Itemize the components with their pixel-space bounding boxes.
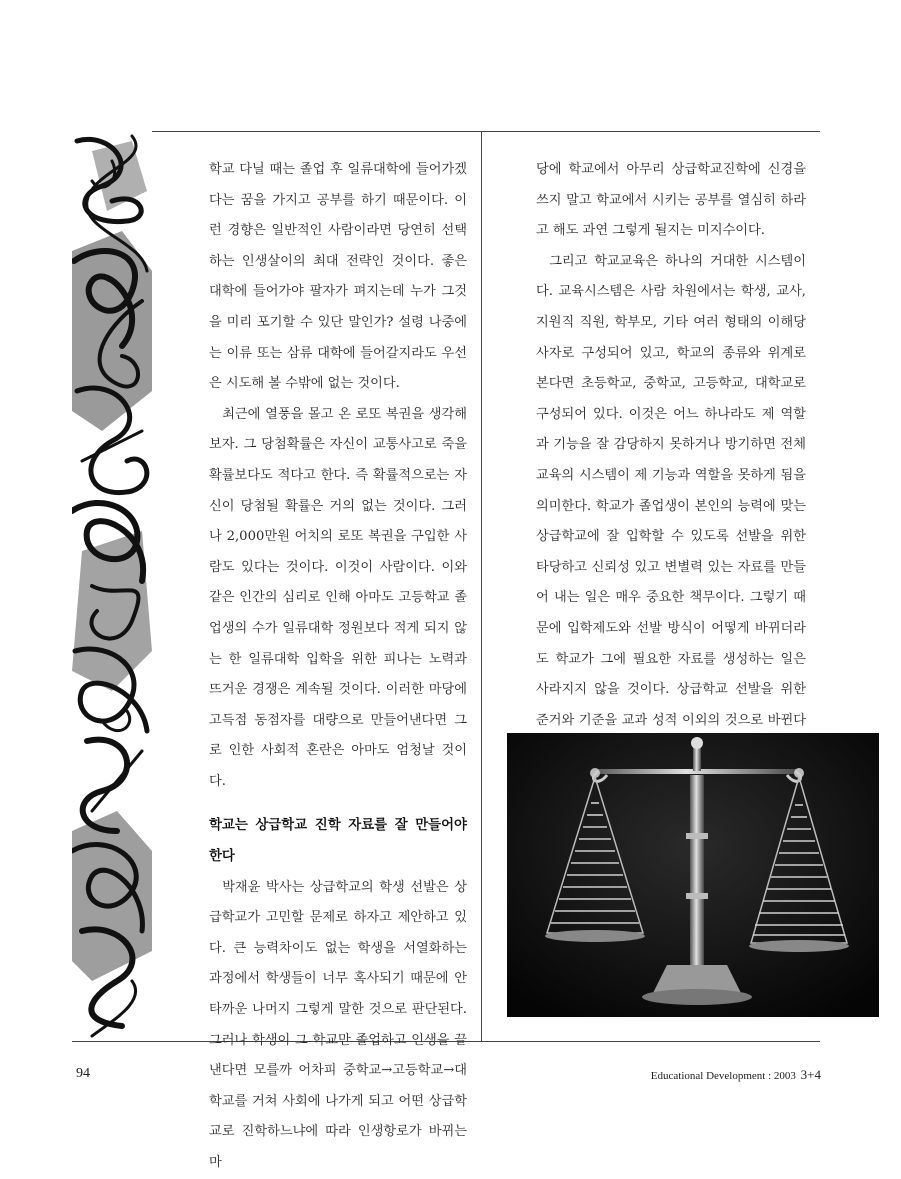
running-footer bbox=[651, 1067, 821, 1083]
balance-scale-photo bbox=[507, 733, 879, 1017]
body-paragraph: 학교 다닐 때는 졸업 후 일류대학에 들어가겠다는 꿈을 가지고 공부를 하기 때문이다. 이런 경향은 일반적인 사람이라면 당연히 선택하는 인생살이의 최대 전략인 것이다. 좋은 대학에 들어가야 팔자가 펴지는데 누가 그것을 미리 포기할 수 있단 말인가? 설령 나중에는 이류 또는 삼류 대학에 들어갈지라도 우선은 시도해 볼 수밖에 없는 것이다. bbox=[209, 162, 467, 392]
right-text-column bbox=[536, 155, 806, 797]
issue-number: 3+4 bbox=[800, 1067, 821, 1082]
section-subheading: 학교는 상급학교 진학 자료를 잘 만들어야 한다 bbox=[209, 818, 467, 865]
journal-name: Educational Development : 2003 bbox=[650, 1070, 796, 1082]
body-paragraph: 당에 학교에서 아무리 상급학교진학에 신경을 쓰지 말고 학교에서 시키는 공부를 열심히 하라고 해도 과연 그렇게 될지는 미지수이다. bbox=[536, 162, 806, 239]
balance-scale-illustration bbox=[507, 733, 879, 1017]
column-divider bbox=[481, 131, 482, 1041]
page-number: 94 bbox=[76, 1066, 90, 1081]
top-rule bbox=[72, 131, 820, 132]
body-paragraph: 박재윤 박사는 상급학교의 학생 선발은 상급학교가 고민할 문제로 하자고 제안하고 있다. 큰 능력차이도 없는 학생을 서열화하는 과정에서 학생들이 너무 혹사되기 때문에 안타까운 나머지 그렇게 말한 것으로 판단된다. 그러나 학생이 그 학교만 졸업하고 인생을 끝낸다면 모를까 어차피 중학교→고등학교→대학교를 거쳐 사회에 나가게 되고 어떤 상급학교로 진학하느냐에 따라 인생항로가 바뀌는 마 bbox=[209, 879, 467, 1170]
body-paragraph: 그리고 학교교육은 하나의 거대한 시스템이다. 교육시스템은 사람 차원에서는 학생, 교사, 지원직 직원, 학부모, 기타 여러 형태의 이해당사자로 구성되어 있고, 학교의 종류와 위계로 본다면 초등학교, 중학교, 고등학교, 대학교로 구성되어 있다. 이것은 어느 하나라도 제 역할과 기능을 잘 감당하지 못하거나 방기하면 전체 교육의 시스템이 제 기능과 역할을 못하게 됨을 의미한다. 학교가 졸업생이 본인의 능력에 맞는 상급학교에 잘 입학할 수 있도록 선발을 위한 타당하고 신뢰성 있고 변별력 있는 자료를 만들어 내는 일은 매우 중요한 책무이다. 그렇기 때문에 입학제도와 선발 방식이 어떻게 바뀌더라도 학교가 그에 필요한 자료를 생성하는 일은 사라지지 않을 것이다. 상급학교 선발을 위한 준거와 기준을 교과 성적 이외의 것으로 바뀐다 bbox=[536, 253, 806, 728]
scribble-pattern-graphic bbox=[72, 131, 152, 1041]
decorative-scribble-strip bbox=[72, 131, 152, 1041]
left-text-column bbox=[209, 155, 467, 1179]
body-paragraph: 최근에 열풍을 몰고 온 로또 복권을 생각해 보자. 그 당첨확률은 자신이 교통사고로 죽을 확률보다도 적다고 한다. 즉 확률적으로는 자신이 당첨될 확률은 거의 없는 것이다. 그러나 2,000만원 어치의 로또 복권을 구입한 사람도 있다는 것이다. 이것이 사람이다. 이와 같은 인간의 심리로 인해 아마도 고등학교 졸업생의 수가 일류대학 정원보다 적게 되지 않는 한 일류대학 입학을 위한 피나는 노력과 뜨거운 경쟁은 계속될 것이다. 이러한 마당에 고득점 동점자를 대량으로 만들어낸다면 그로 인한 사회적 혼란은 아마도 엄청날 것이다. bbox=[209, 406, 467, 789]
